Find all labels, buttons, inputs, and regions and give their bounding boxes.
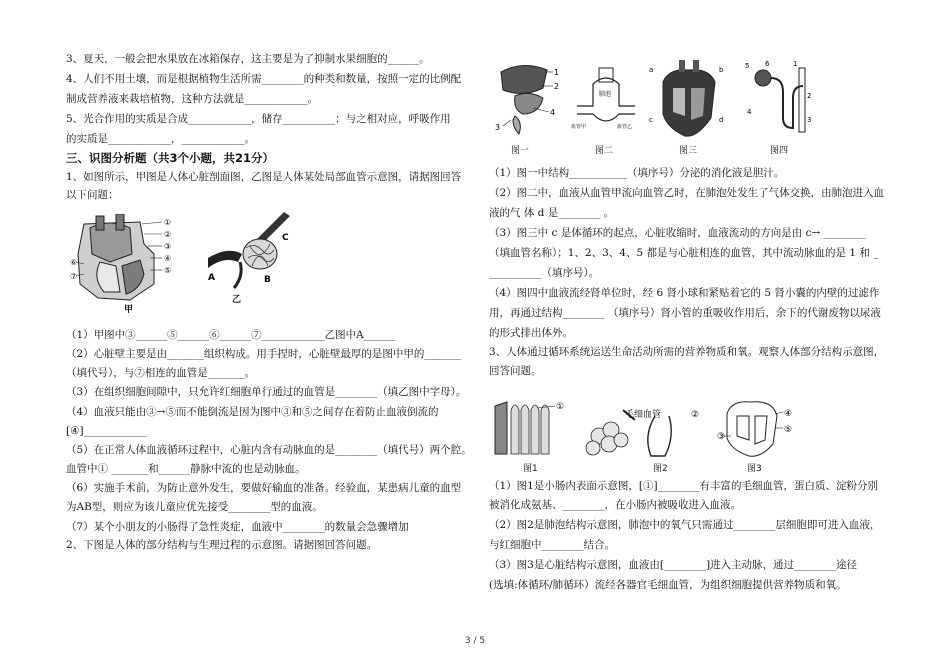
question-text: 4、人们不用土壤，而是根据植物生活所需________的种类和数量，按照一定的比例配 <box>66 73 462 85</box>
figure-label: 4 <box>747 108 752 116</box>
question-text: 3、夏天，一般会把水果放在冰箱保存，这主要是为了抑制水果细胞的______。 <box>66 53 430 65</box>
figure-label: d <box>719 116 724 124</box>
question-text: 为AB型，则应为该儿童应优先接受________型的血液。 <box>66 501 323 513</box>
figure-caption: 图三 <box>679 146 698 156</box>
small-intestine-figure <box>493 396 573 458</box>
vessel-figure <box>204 206 304 298</box>
figure-caption: 图3 <box>747 464 762 474</box>
figure-label: 6 <box>765 60 770 68</box>
page-number: 3 / 5 <box>464 636 486 646</box>
figure-label: 2 <box>807 92 812 100</box>
figure-caption: 图一 <box>511 146 530 156</box>
vessel-label: C <box>282 233 289 243</box>
question-text: __________（填序号）。 <box>489 267 600 279</box>
figure-label: ④ <box>784 409 793 419</box>
question-text: （2）图2是肺泡结构示意图，肺泡中的氧气只需通过________层细胞即可进入血液， <box>489 519 881 531</box>
question-text: （4）血液只能由③→⑤而不能倒流是因为图中③和⑤之间存在着防止血液倒流的 <box>66 406 439 418</box>
figure-label: ③ <box>717 432 726 442</box>
lung-alveoli-figure <box>579 406 709 462</box>
figure-label: 肺泡 <box>599 91 612 98</box>
question-text: 液的气 体 d 是________ 。 <box>489 207 615 219</box>
question-text: （5）在正常人体血液循环过程中，心脏内含有动脉血的是________（填代号）两个腔。 <box>66 444 472 456</box>
question-text: （6）实施手术前，为防止意外发生，要做好输血的准备。经验血，某患病儿童的血型 <box>66 482 462 494</box>
question-text: （4）图四中血液流经肾单位时，经 6 肾小球和紧贴着它的 5 肾小囊的内壁的过滤作 <box>489 287 880 299</box>
question-text: 与红细胞中________结合。 <box>489 539 615 551</box>
figure-caption: 图二 <box>595 146 614 156</box>
question-text: （3）图三中 c 是体循环的起点，心脏收缩时，血液流动的方向是由 c→ ________ <box>489 227 866 239</box>
nephron-figure <box>743 58 813 142</box>
question-text: 用，再通过结构________ （填序号）肾小管的重吸收作用后，余下的代谢废物以尿液 <box>489 307 881 319</box>
figure-label: b <box>719 66 724 74</box>
figure-caption: 图2 <box>653 464 668 474</box>
question-text: 2、下图是人体的部分结构与生理过程的示意图。请据图回答问题。 <box>66 539 378 551</box>
question-text: （2）图二中，血液从血管甲流向血管乙时，在肺泡处发生了气体交换，由肺泡进入血 <box>489 187 885 199</box>
digestive-organs-figure <box>493 58 563 142</box>
figure-label: ⑤ <box>784 425 793 435</box>
question-text: 被消化成氨基、________，在小肠内被吸收进入血液。 <box>489 499 741 511</box>
figure-label: 3 <box>495 123 501 132</box>
question-text: （1）甲图中③______⑤______⑥______⑦____________乙图中A______ <box>66 329 396 341</box>
figure-caption: 乙 <box>232 295 242 305</box>
question-text: （填代号），与⑦相连的血管是_______。 <box>66 367 255 379</box>
figure-label: 1 <box>554 68 560 77</box>
heart-structure-figure <box>717 392 797 460</box>
question-text: 3、人体通过循环系统运送生命活动所需的营养物质和氧。观察人体部分结构示意图， <box>489 346 885 358</box>
heart-label: ① <box>164 218 172 227</box>
question-text: 的形式排出体外。 <box>489 327 573 339</box>
figure-caption: 图1 <box>523 464 538 474</box>
heart-section-figure <box>70 214 190 306</box>
alveolus-figure <box>569 62 643 138</box>
figure-label: 5 <box>745 62 750 70</box>
question-text: 的实质是____________，____________。 <box>66 133 255 145</box>
question-text: （7）某个小朋友的小肠得了急性炎症，血液中________的数量会急骤增加 <box>66 521 409 533</box>
figure-label: 毛细血管 <box>625 410 662 420</box>
heart-label: ⑥ <box>70 258 78 267</box>
figure-label: c <box>649 116 653 124</box>
heart-label: ⑦ <box>70 272 78 281</box>
figure-label: ① <box>556 402 565 412</box>
figure-label: 2 <box>554 82 560 91</box>
question-text: （1）图一中结构___________（填序号）分泌的消化液是胆汁。 <box>489 167 785 179</box>
figure-label: ② <box>691 410 700 420</box>
figure-caption: 甲 <box>124 305 134 315</box>
question-text: 1、如图所示，甲图是人体心脏剖面图，乙图是人体某处局部血管示意图，请据图回答 <box>66 171 462 183</box>
question-text: 血管中① _______和______静脉中流的也是动脉血。 <box>66 463 306 475</box>
figure-label: 4 <box>550 108 556 117</box>
figure-label: a <box>649 66 654 74</box>
question-text: （3）图3是心脏结构示意图，血液由[________]进入主动脉，通过________途径 <box>489 559 858 571</box>
figure-label: 血管甲 <box>571 124 587 130</box>
question-text: （3）在组织细胞间隙中，只允许红细胞单行通过的血管是________（填乙图中字母）。 <box>66 386 467 398</box>
section-title: 三、识图分析题（共3个小题，共21分） <box>66 151 275 165</box>
heart-figure <box>649 58 729 142</box>
question-text: 制成营养液来栽培植物，这种方法就是____________。 <box>66 93 318 105</box>
vessel-label: B <box>264 275 271 285</box>
heart-label: ⑤ <box>164 266 172 275</box>
question-text: （填血管名称）；1、2、3、4、5 都是与心脏相连的血管，其中流动脉血的是 1 和 _ <box>489 247 879 259</box>
heart-label: ② <box>164 230 172 239</box>
question-text: 5、光合作用的实质是合成____________，储存__________；与之相对应，呼吸作用 <box>66 113 451 125</box>
question-text: 以下问题： <box>66 189 119 201</box>
figure-label: 3 <box>807 116 812 124</box>
question-text: （1）图1是小肠内表面示意图，[①]________有丰富的毛细血管，蛋白质、淀粉分别 <box>489 480 879 492</box>
heart-label: ④ <box>164 254 172 263</box>
vessel-label: A <box>208 273 215 283</box>
figure-label: 1 <box>793 60 798 68</box>
question-text: (选填:体循环/肺循环）流经各器官毛细血管，为组织细胞提供营养物质和氧。 <box>489 579 847 591</box>
figure-label: 血管乙 <box>617 124 633 130</box>
question-text: 回答问题。 <box>489 365 542 377</box>
figure-caption: 图四 <box>770 146 789 156</box>
question-text: [④]____________ <box>66 425 147 437</box>
question-text: （2）心脏壁主要是由_______组织构成。用手捏时，心脏壁最厚的是图中甲的_______ <box>66 348 462 360</box>
heart-label: ③ <box>164 242 172 251</box>
